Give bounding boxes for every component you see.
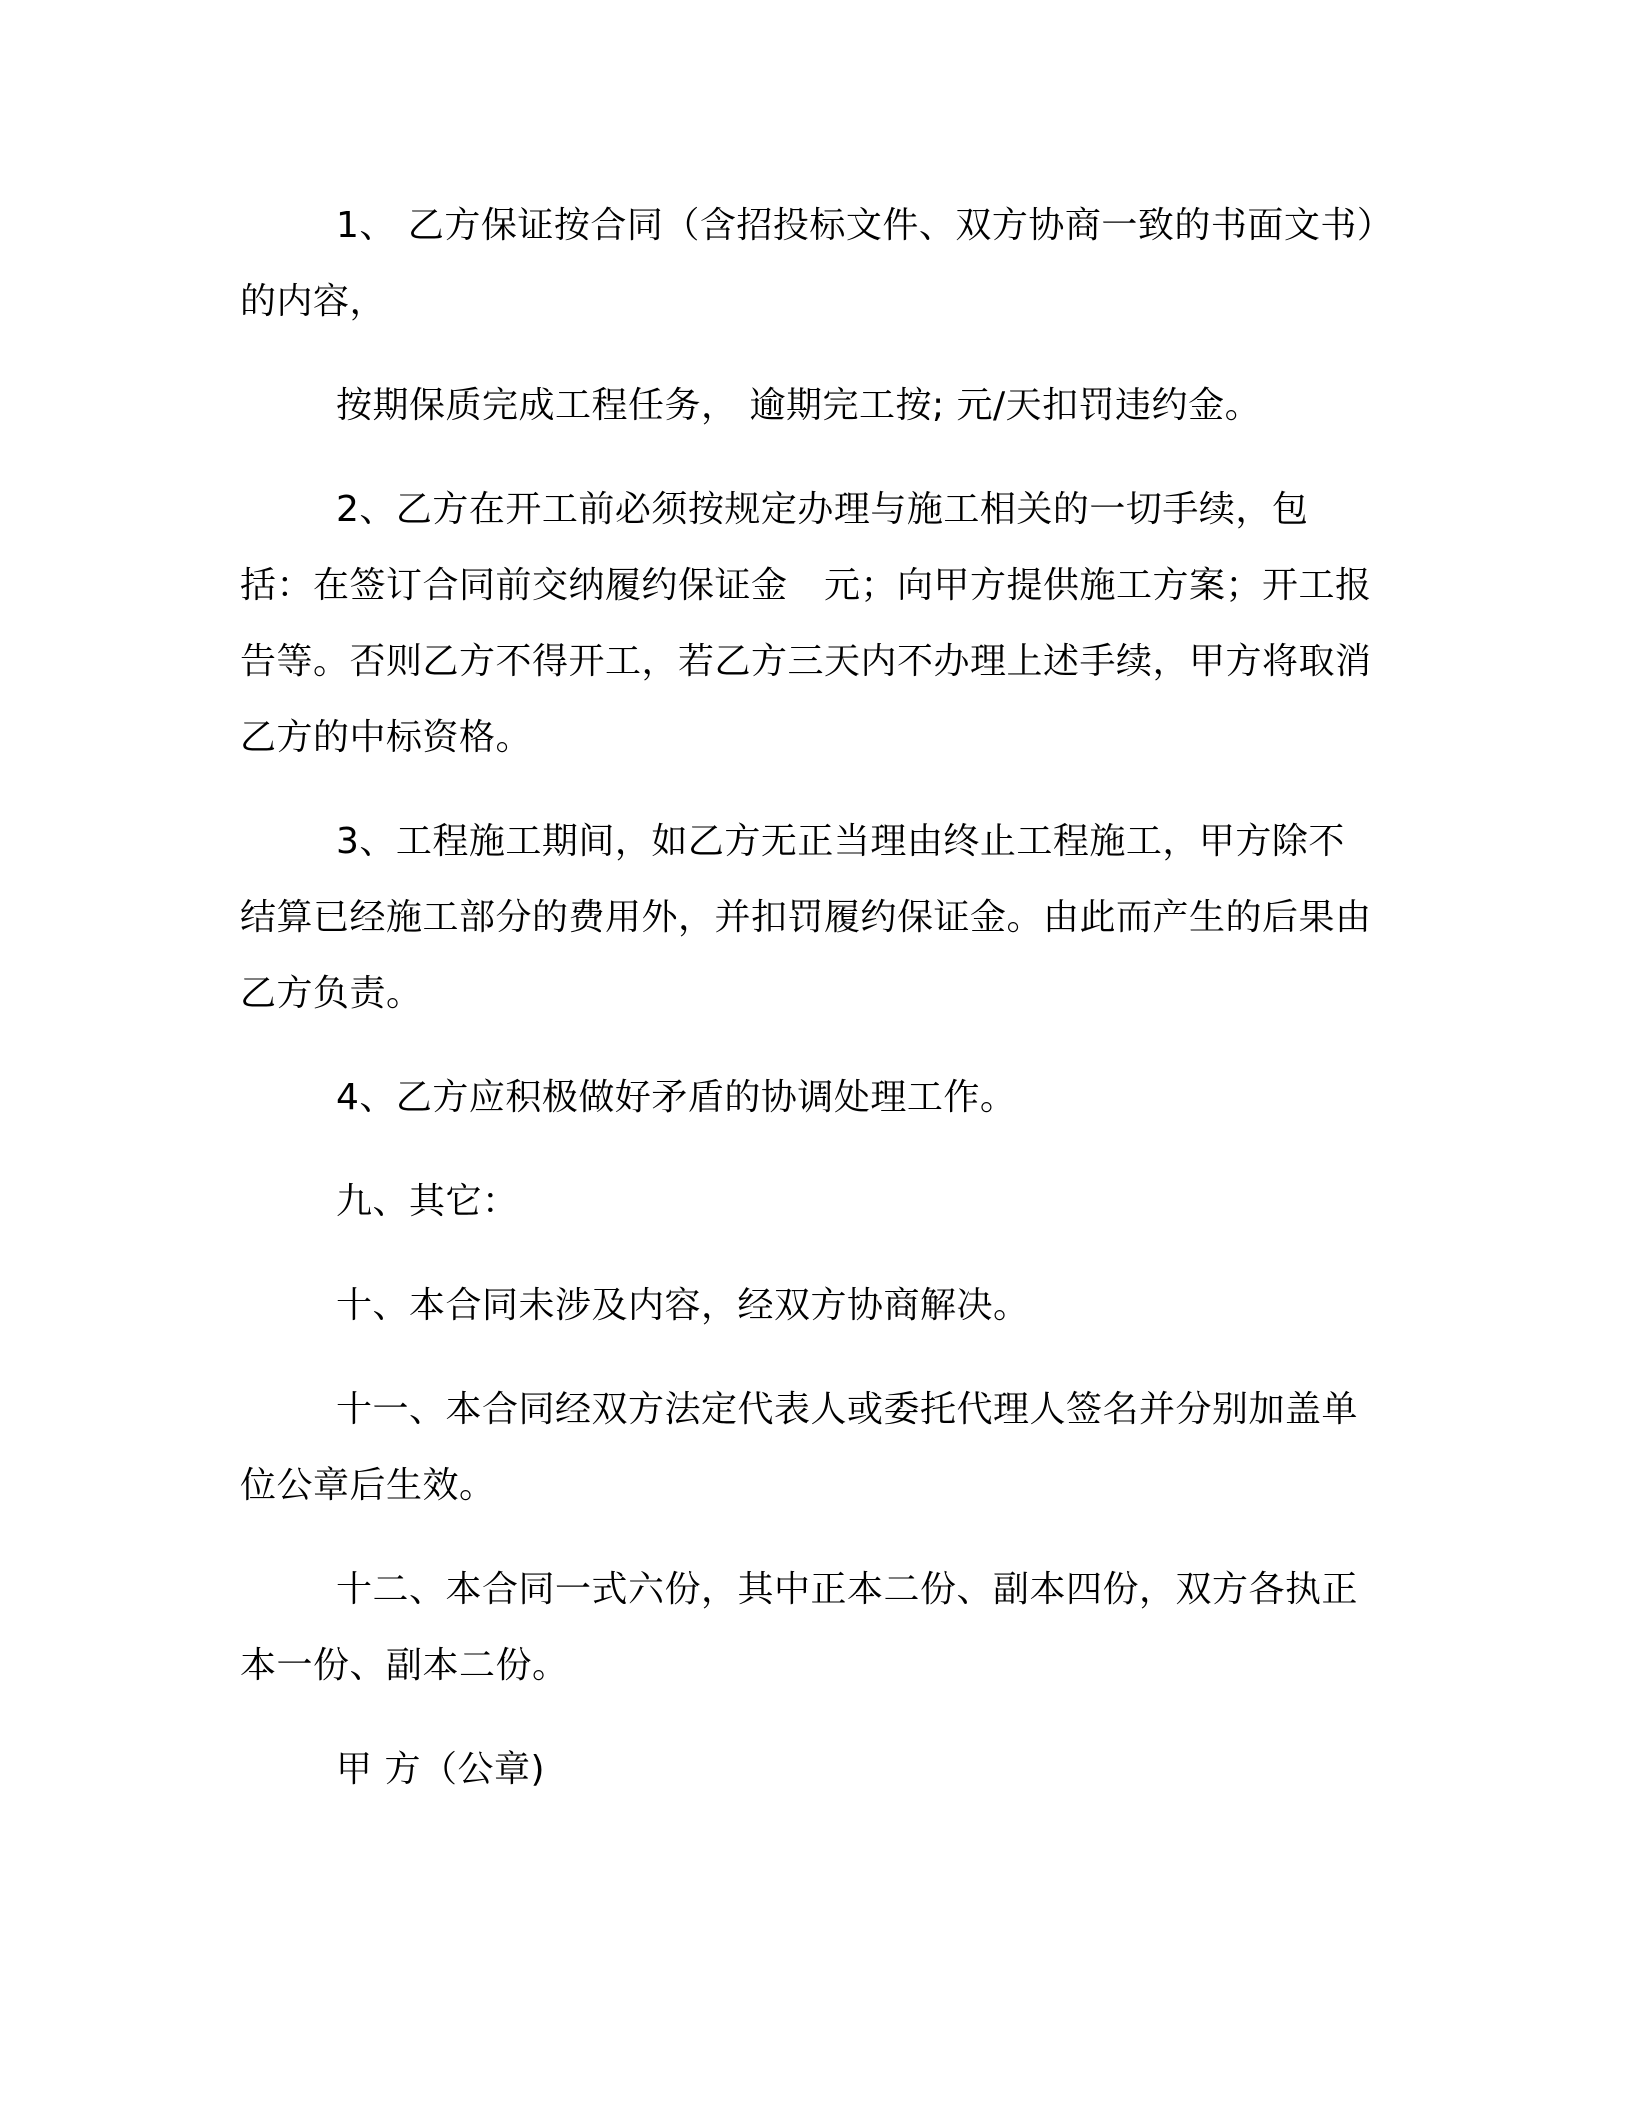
paragraph-clause-2: 2、乙方在开工前必须按规定办理与施工相关的一切手续，包括：在签订合同前交纳履约保证金 元；向甲方提供施工方案；开工报告等。否则乙方不得开工，若乙方三天内不办理上述手续，甲方将取消乙方的中标资格。 — [240, 489, 1372, 758]
contract-body — [240, 188, 1380, 1808]
party-a-seal-label: 甲 方（公章) — [336, 1749, 545, 1790]
paragraph-clause-1: 1、 乙方保证按合同（含招投标文件、双方协商一致的书面文书）的内容， — [240, 205, 1376, 322]
paragraph-clause-3: 3、工程施工期间，如乙方无正当理由终止工程施工，甲方除不结算已经施工部分的费用外，并扣罚履约保证金。由此而产生的后果由乙方负责。 — [240, 821, 1372, 1014]
section-ten: 十、本合同未涉及内容，经双方协商解决。 — [336, 1285, 1030, 1326]
paragraph-clause-1-continued: 按期保质完成工程任务， 逾期完工按; 元/天扣罚违约金。 — [336, 385, 1262, 426]
section-twelve: 十二、本合同一式六份，其中正本二份、副本四份，双方各执正本一份、副本二份。 — [240, 1569, 1359, 1686]
section-eleven: 十一、本合同经双方法定代表人或委托代理人签名并分别加盖单位公章后生效。 — [240, 1389, 1359, 1506]
paragraph-clause-4: 4、乙方应积极做好矛盾的协调处理工作。 — [336, 1077, 1017, 1118]
section-nine-heading: 九、其它： — [336, 1181, 519, 1222]
